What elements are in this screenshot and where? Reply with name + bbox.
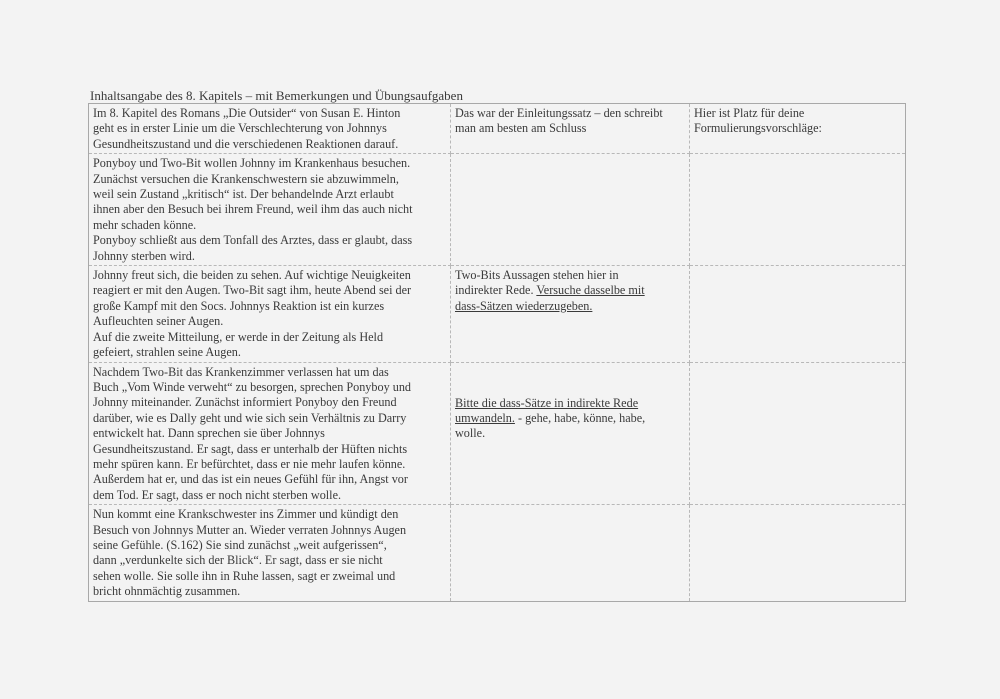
suggestion-line: Hier ist Platz für deine xyxy=(694,106,805,120)
summary-line: entwickelt hat. Dann sprechen sie über Johnnys xyxy=(93,426,325,441)
summary-line: Aufleuchten seiner Augen. xyxy=(93,314,224,329)
summary-line: Ponyboy schließt aus dem Tonfall des Arztes, dass er glaubt, dass xyxy=(93,233,413,248)
remark-line: Two-Bits Aussagen stehen hier in xyxy=(455,268,619,283)
summary-line: Johnny sterben wird. xyxy=(93,248,195,263)
remark-line xyxy=(455,299,686,314)
table-row xyxy=(89,266,906,362)
summary-line: Zunächst versuchen die Krankenschwestern sie abzuwimmeln, xyxy=(93,171,399,186)
summary-line: Buch „Vom Winde verweht“ zu besorgen, sprechen Ponyboy und xyxy=(93,379,412,394)
task-instruction: umwandeln. xyxy=(455,410,515,425)
remark-text: indirekter Rede. xyxy=(455,283,537,298)
remark-line xyxy=(455,283,686,298)
remark-cell xyxy=(451,362,690,505)
remark-cell xyxy=(451,266,690,362)
suggestion-cell[interactable] xyxy=(690,154,906,266)
table-row xyxy=(89,505,906,601)
summary-cell xyxy=(89,505,451,601)
document-title: Inhaltsangabe des 8. Kapitels – mit Bemerkungen und Übungsaufgaben xyxy=(90,88,463,103)
remark-line xyxy=(455,411,686,426)
suggestion-cell[interactable] xyxy=(690,362,906,505)
summary-line: Gesundheitszustand und die verschiedenen Reaktionen darauf. xyxy=(93,136,399,151)
remark-cell xyxy=(451,154,690,266)
summary-line: Auf die zweite Mitteilung, er werde in der Zeitung als Held xyxy=(93,329,384,344)
task-instruction: Versuche dasselbe mit xyxy=(536,283,645,298)
remark-text: - gehe, habe, könne, habe, xyxy=(514,410,646,425)
summary-line: seine Gefühle. (S.162) Sie sind zunächst „weit aufgerissen“, xyxy=(93,537,387,552)
summary-line: Nun kommt eine Krankschwester ins Zimmer und kündigt den xyxy=(93,507,399,522)
summary-line: weil sein Zustand „kritisch“ ist. Der behandelnde Arzt erlaubt xyxy=(93,187,394,202)
summary-cell xyxy=(89,104,451,154)
suggestion-cell[interactable] xyxy=(690,104,906,154)
remark-line xyxy=(455,396,686,411)
remark-cell xyxy=(451,104,690,154)
summary-line: geht es in erster Linie um die Verschlechterung von Johnnys xyxy=(93,121,387,136)
table-row xyxy=(89,154,906,266)
remark-line: man am besten am Schluss xyxy=(455,121,587,136)
summary-line: Ponyboy und Two-Bit wollen Johnny im Krankenhaus besuchen. xyxy=(93,156,411,171)
remark-cell xyxy=(451,505,690,601)
suggestion-line: Formulierungsvorschläge: xyxy=(694,121,822,136)
summary-line: Im 8. Kapitel des Romans „Die Outsider“ von Susan E. Hinton xyxy=(93,106,401,120)
summary-cell xyxy=(89,362,451,505)
summary-line: sehen wolle. Sie solle ihn in Ruhe lassen, sagt er zweimal und xyxy=(93,568,396,583)
summary-line: ihnen aber den Besuch bei ihrem Freund, weil ihm das auch nicht xyxy=(93,202,413,217)
summary-line: mehr spüren kann. Er befürchtet, dass er nie mehr laufen könne. xyxy=(93,456,406,471)
summary-line: Johnny miteinander. Zunächst informiert Ponyboy den Freund xyxy=(93,395,397,410)
remark-line: wolle. xyxy=(455,426,486,441)
summary-line: große Kampf mit den Socs. Johnnys Reaktion ist ein kurzes xyxy=(93,298,385,313)
summary-line: Außerdem hat er, und das ist ein neues Gefühl für ihn, Angst vor xyxy=(93,472,408,487)
summary-line: gefeiert, strahlen seine Augen. xyxy=(93,345,241,360)
summary-line: bricht ohnmächtig zusammen. xyxy=(93,584,241,599)
worksheet-table xyxy=(88,103,906,602)
summary-line: mehr schaden könne. xyxy=(93,217,197,232)
summary-line: dem Tod. Er sagt, dass er noch nicht sterben wolle. xyxy=(93,487,342,502)
summary-line: Gesundheitszustand. Er sagt, dass er unterhalb der Hüften nichts xyxy=(93,441,408,456)
task-instruction: dass-Sätzen wiederzugeben. xyxy=(455,298,593,313)
table-row xyxy=(89,104,906,154)
summary-line: dann „verdunkelte sich der Blick“. Er sagt, dass er sie nicht xyxy=(93,553,383,568)
summary-cell xyxy=(89,154,451,266)
summary-line: darüber, wie es Dally geht und wie sich sein Verhältnis zu Darry xyxy=(93,410,407,425)
task-instruction: Bitte die dass-Sätze in indirekte Rede xyxy=(455,395,639,410)
cell-spacer xyxy=(455,365,686,396)
suggestion-cell[interactable] xyxy=(690,505,906,601)
table-row xyxy=(89,362,906,505)
summary-line: Besuch von Johnnys Mutter an. Wieder verraten Johnnys Augen xyxy=(93,522,407,537)
summary-cell xyxy=(89,266,451,362)
summary-line: reagiert er mit den Augen. Two-Bit sagt ihm, heute Abend sei der xyxy=(93,283,412,298)
summary-line: Nachdem Two-Bit das Krankenzimmer verlassen hat um das xyxy=(93,364,389,379)
remark-line: Das war der Einleitungssatz – den schreibt xyxy=(455,106,663,120)
summary-line: Johnny freut sich, die beiden zu sehen. Auf wichtige Neuigkeiten xyxy=(93,268,411,283)
suggestion-cell[interactable] xyxy=(690,266,906,362)
